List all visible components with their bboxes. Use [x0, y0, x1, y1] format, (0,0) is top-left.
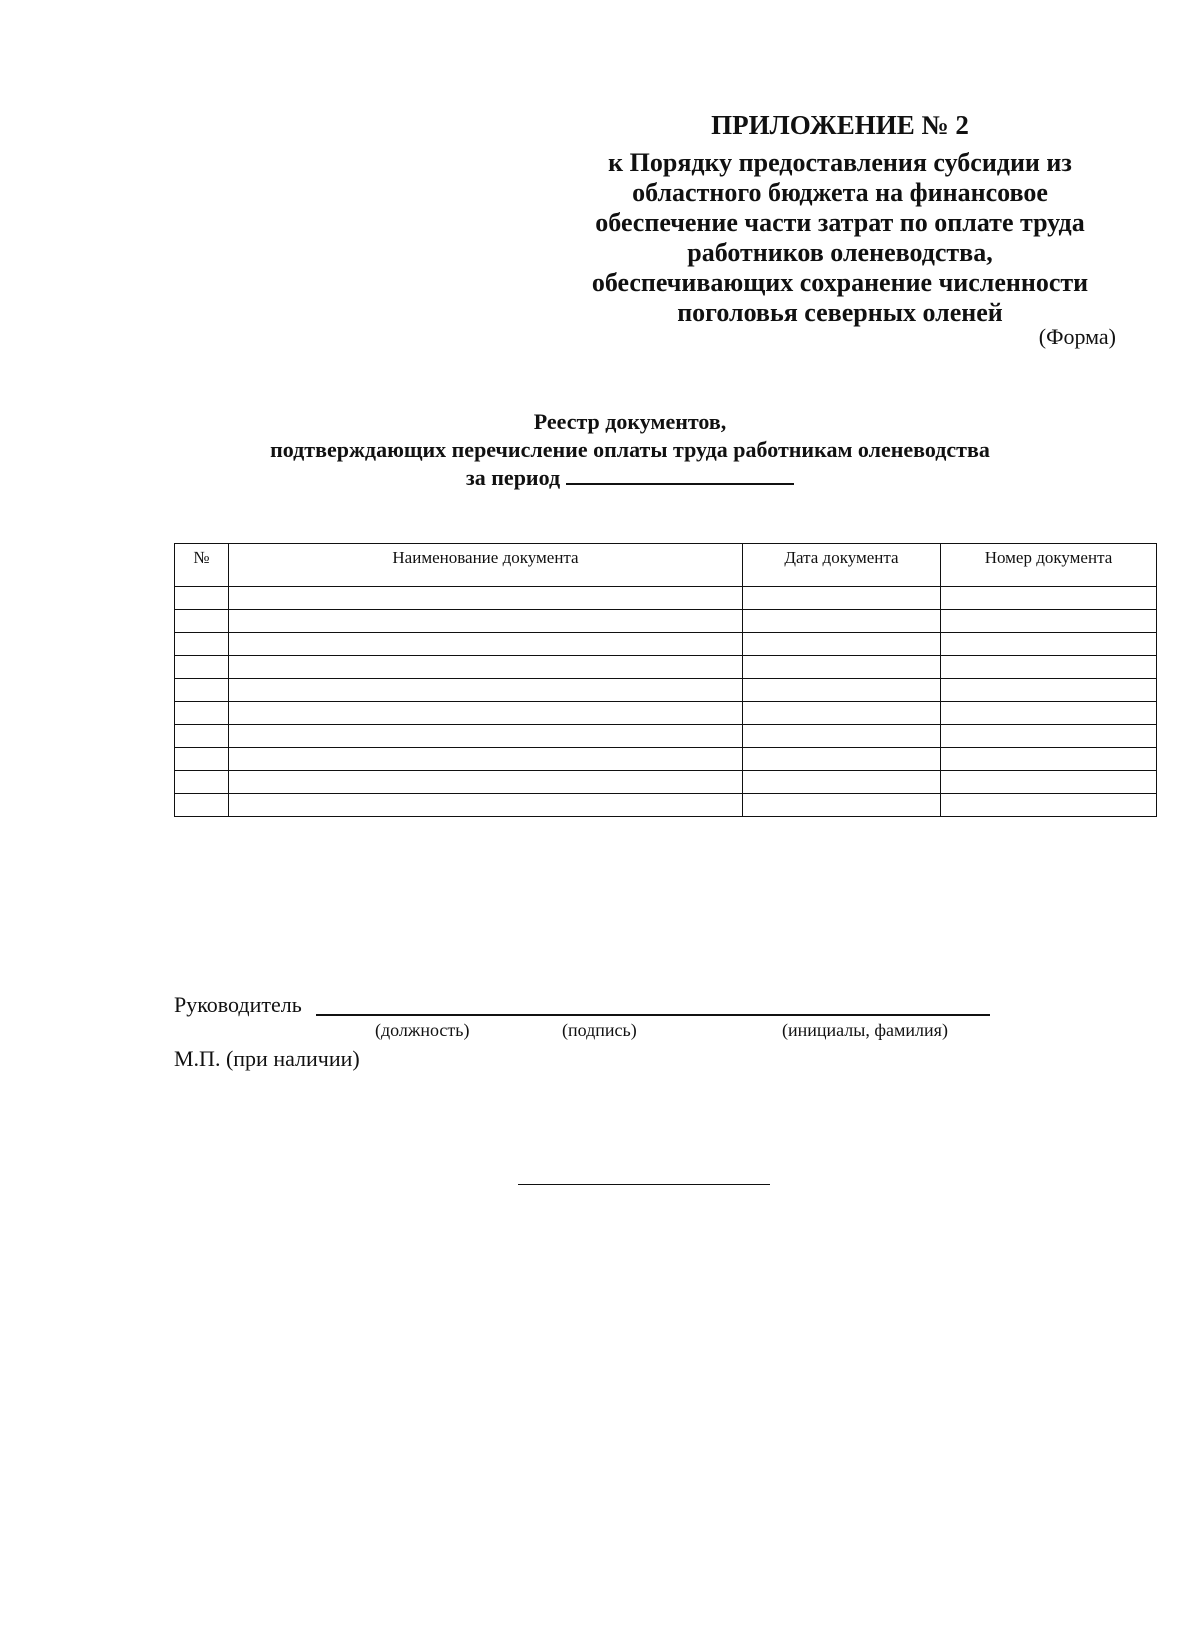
cell-document-number	[941, 656, 1157, 679]
header-number: №	[175, 544, 229, 587]
appendix-line: обеспечивающих сохранение численности	[591, 268, 1089, 297]
cell-document-number	[941, 794, 1157, 817]
cell-document-date	[743, 587, 941, 610]
appendix-line: поголовья северных оленей	[677, 298, 1003, 327]
cell-document-name	[229, 794, 743, 817]
table-row	[175, 702, 1157, 725]
cell-document-date	[743, 679, 941, 702]
cell-number	[175, 656, 229, 679]
cell-document-date	[743, 702, 941, 725]
cell-number	[175, 679, 229, 702]
header-document-number: Номер документа	[941, 544, 1157, 587]
cell-document-name	[229, 656, 743, 679]
cell-document-date	[743, 725, 941, 748]
period-label: за период	[465, 465, 561, 490]
register-title	[180, 408, 1080, 492]
period-blank-line	[566, 465, 794, 485]
cell-document-number	[941, 679, 1157, 702]
cell-number	[175, 725, 229, 748]
cell-document-number	[941, 771, 1157, 794]
table-body	[175, 587, 1157, 817]
documents-table	[174, 543, 1157, 817]
appendix-line: обеспечение части затрат по оплате труда	[595, 208, 1085, 237]
cell-document-name	[229, 771, 743, 794]
cell-number	[175, 771, 229, 794]
caption-name: (инициалы, фамилия)	[782, 1020, 948, 1040]
appendix-title: ПРИЛОЖЕНИЕ № 2	[711, 110, 969, 140]
cell-number	[175, 748, 229, 771]
cell-document-name	[229, 610, 743, 633]
cell-document-date	[743, 633, 941, 656]
table-row	[175, 656, 1157, 679]
cell-document-name	[229, 633, 743, 656]
appendix-line: к Порядку предоставления субсидии из	[608, 148, 1072, 177]
signature-line	[316, 1014, 990, 1016]
caption-position: (должность)	[375, 1020, 470, 1040]
header-document-name: Наименование документа	[229, 544, 743, 587]
cell-document-number	[941, 610, 1157, 633]
head-label: Руководитель	[174, 992, 302, 1017]
cell-document-number	[941, 725, 1157, 748]
table-row	[175, 725, 1157, 748]
header-document-date: Дата документа	[743, 544, 941, 587]
cell-document-date	[743, 656, 941, 679]
cell-document-date	[743, 610, 941, 633]
document-end-line	[518, 1184, 770, 1185]
caption-signature: (подпись)	[562, 1020, 637, 1040]
cell-document-name	[229, 587, 743, 610]
cell-document-number	[941, 702, 1157, 725]
cell-document-name	[229, 702, 743, 725]
cell-number	[175, 587, 229, 610]
cell-document-number	[941, 748, 1157, 771]
table-row	[175, 679, 1157, 702]
appendix-header	[560, 110, 1120, 328]
form-label: (Форма)	[1038, 324, 1116, 349]
cell-document-date	[743, 794, 941, 817]
period-row	[180, 464, 1080, 492]
cell-document-date	[743, 748, 941, 771]
register-title-line2: подтверждающих перечисление оплаты труда работникам оленеводства	[270, 437, 990, 462]
table-row	[175, 610, 1157, 633]
cell-document-name	[229, 748, 743, 771]
table-row	[175, 633, 1157, 656]
table-row	[175, 748, 1157, 771]
cell-document-name	[229, 679, 743, 702]
cell-number	[175, 610, 229, 633]
cell-document-date	[743, 771, 941, 794]
appendix-line: работников оленеводства,	[687, 238, 993, 267]
table-row	[175, 794, 1157, 817]
table-row	[175, 587, 1157, 610]
register-title-line1: Реестр документов,	[533, 409, 727, 434]
cell-document-number	[941, 587, 1157, 610]
table-header-row	[175, 544, 1157, 587]
table-row	[175, 771, 1157, 794]
cell-number	[175, 794, 229, 817]
cell-document-name	[229, 725, 743, 748]
cell-number	[175, 633, 229, 656]
cell-document-number	[941, 633, 1157, 656]
appendix-line: областного бюджета на финансовое	[632, 178, 1048, 207]
cell-number	[175, 702, 229, 725]
stamp-label: М.П. (при наличии)	[174, 1046, 360, 1071]
